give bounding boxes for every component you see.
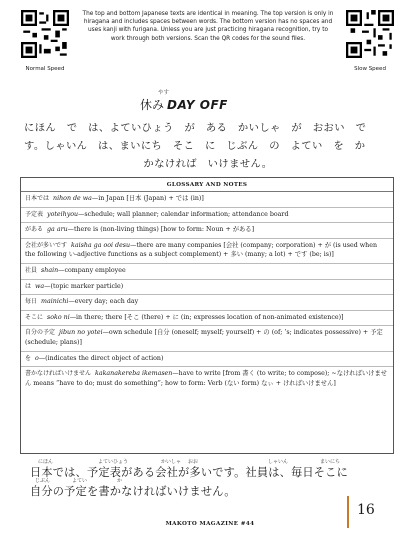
glossary-definition: —company employee	[58, 266, 126, 274]
qr-code-normal-speed[interactable]	[21, 10, 69, 58]
glossary-romaji: wa	[35, 282, 45, 290]
glossary-definition: —own schedule [自分 (oneself; myself; yourself) + の (of; ’s; indicates possessive) + 予定 (schedule; plans)]	[25, 329, 383, 346]
glossary-romaji: nihon de wa	[53, 195, 92, 202]
qr-code-slow-speed[interactable]	[346, 10, 394, 58]
kanji-line-2: 自分の予定を書かなければいけません。	[30, 485, 236, 498]
glossary-entry	[21, 239, 393, 264]
glossary-entry	[21, 192, 393, 208]
glossary-term: そこに	[25, 313, 44, 321]
glossary-entry	[21, 367, 393, 391]
glossary-definition: —have to write [from 書く (to write; to compose); ~なければいけません means “have to do; must do something”; how to form: Verb (ない form) なぃ + ければいけません]	[25, 370, 388, 387]
glossary-romaji: kaisha ga ooi desu	[71, 241, 131, 249]
glossary-definition: —schedule; wall planner; calendar information; attendance board	[78, 210, 289, 218]
glossary-entry	[21, 352, 393, 368]
furigana: しゃいん	[268, 459, 289, 465]
title-english: DAY OFF	[167, 98, 228, 112]
glossary-heading: GLOSSARY AND NOTES	[21, 178, 393, 192]
glossary-definition: —(topic marker particle)	[44, 282, 124, 290]
kanji-line-1: 日本では、予定表がある会社が多いです。社員は、毎日そこに	[30, 466, 348, 479]
glossary-term: 毎日	[25, 298, 38, 306]
glossary-entry	[21, 295, 393, 311]
furigana: おお	[188, 459, 199, 465]
glossary-term: を	[25, 354, 32, 362]
glossary-romaji: soko ni	[47, 313, 70, 321]
glossary-term: 社員	[25, 266, 38, 274]
page-number: 16	[357, 502, 375, 518]
glossary-romaji: shain	[41, 266, 59, 274]
glossary-entry	[21, 311, 393, 327]
title-furigana: やす	[158, 90, 170, 96]
hiragana-line-2: す。しゃいん は、まいにち そこ に じぶん の よてい を か	[24, 140, 366, 152]
magazine-footer: MAKOTO MAGAZINE #44	[165, 521, 255, 527]
glossary-term: 書かなければいけません	[25, 370, 92, 378]
glossary-term: 自分の予定	[25, 329, 56, 337]
furigana: よていひょう	[98, 459, 129, 465]
glossary-entry	[21, 326, 393, 351]
glossary-entry	[21, 264, 393, 280]
glossary-romaji: o	[35, 354, 39, 362]
glossary-term: は	[25, 282, 32, 290]
glossary-romaji: kakanakereba ikemasen	[95, 370, 173, 378]
furigana: にほん	[38, 459, 54, 465]
title-japanese: 休み	[140, 98, 165, 112]
glossary-romaji: jibun no yotei	[59, 329, 103, 337]
glossary-entry	[21, 208, 393, 224]
glossary-term: 予定表	[25, 210, 44, 218]
glossary-definition: —every day; each day	[68, 298, 139, 306]
page-number-divider	[347, 496, 349, 528]
glossary-romaji: mainichi	[41, 298, 69, 306]
glossary-term: 会社が多いです	[25, 241, 68, 249]
hiragana-line-3: かなければ いけません。	[143, 158, 273, 170]
glossary-definition: —(indicates the direct object of action)	[38, 354, 164, 362]
qr-caption-normal: Normal Speed	[25, 66, 65, 72]
furigana: よてい	[72, 478, 88, 484]
glossary-romaji: ga aru	[47, 226, 68, 234]
glossary-definition: —there is (non-living things) [how to form: Noun + がある]	[67, 226, 255, 234]
hiragana-passage	[24, 119, 392, 173]
furigana: か	[117, 478, 123, 484]
glossary-definition: —in there; there [そこ (there) + に (in; expresses location of non-animated existence)]	[69, 313, 344, 321]
furigana: じぶん	[35, 478, 51, 484]
glossary-box	[20, 177, 394, 454]
page-title	[140, 96, 280, 113]
glossary-entry	[21, 223, 393, 239]
glossary-definition: —in Japan [日本 (Japan) + では (in)]	[91, 195, 204, 202]
glossary-list	[21, 192, 393, 391]
qr-code-icon	[346, 10, 394, 58]
qr-code-icon	[21, 10, 69, 58]
glossary-term: がある	[25, 226, 44, 234]
furigana: まいにち	[320, 459, 341, 465]
intro-instructions: The top and bottom Japanese texts are identical in meaning. The top version is only in hiragana and includes spaces between words. The bottom version has no spaces and uses kanji with furigana. Unless you are just practicing hiragana recognition, try to work through both versions. Scan the QR codes for the sound files.	[82, 11, 334, 42]
glossary-romaji: yoteihyou	[47, 210, 79, 218]
glossary-definition: —there are many companies [会社 (company; corporation) + が (is used when the following い-adjective functions as a subject complement) + 多い (many; a lot) + です (be; is)]	[25, 241, 378, 259]
glossary-entry	[21, 280, 393, 296]
qr-caption-slow: Slow Speed	[354, 66, 386, 72]
glossary-term: 日本では	[25, 195, 50, 202]
furigana: かいしゃ	[161, 459, 182, 465]
hiragana-line-1: にほん で は、よていひょう が ある かいしゃ が おおい で	[24, 122, 367, 134]
